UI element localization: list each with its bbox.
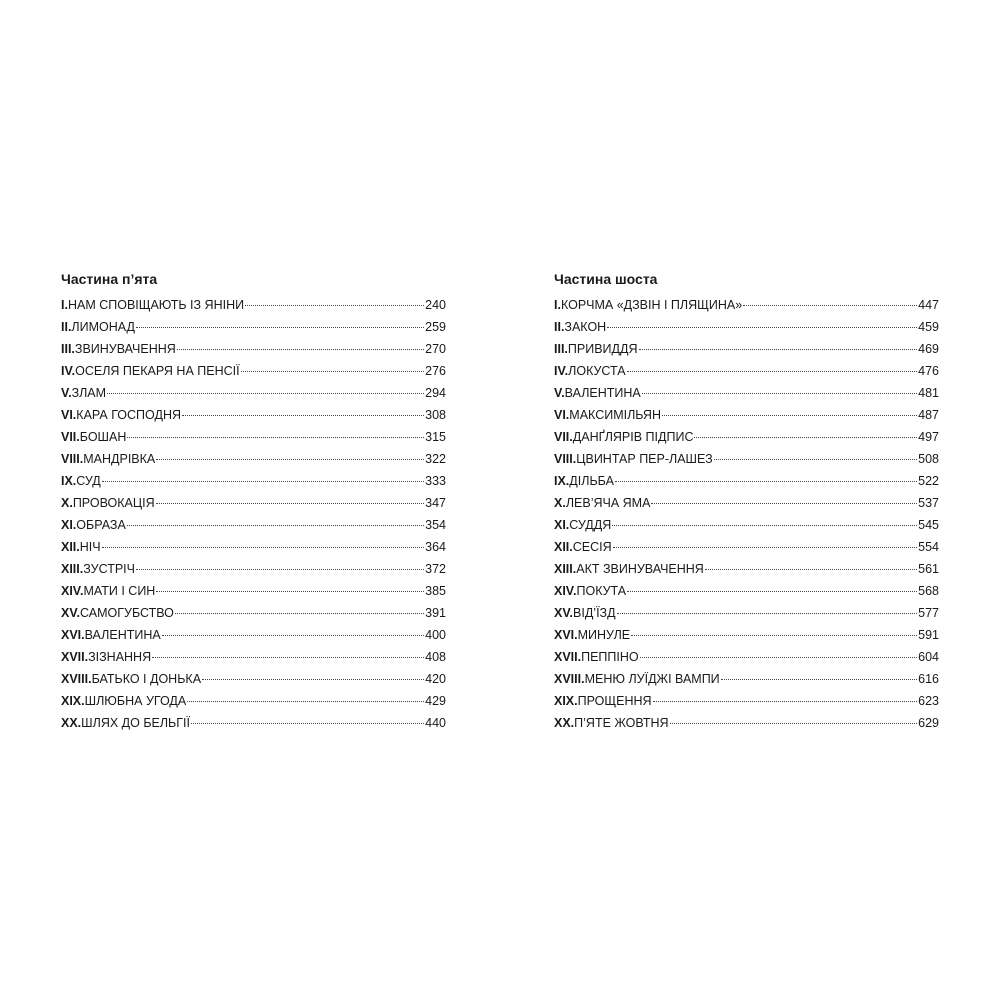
- chapter-number: XIII.: [554, 562, 577, 576]
- chapter-title: ЛИМОНАД: [71, 320, 135, 334]
- page-number: 469: [918, 342, 939, 356]
- dot-leader: [627, 371, 918, 372]
- chapter-number: XX.: [61, 716, 82, 730]
- toc-entry[interactable]: [554, 580, 939, 602]
- chapter-title: АКТ ЗВИНУВАЧЕННЯ: [576, 562, 704, 576]
- chapter-title: БАТЬКО І ДОНЬКА: [91, 672, 202, 686]
- page-number: 568: [918, 584, 939, 598]
- chapter-title: ШЛЮБНА УГОДА: [84, 694, 187, 708]
- chapter-title: НАМ СПОВІЩАЮТЬ ІЗ ЯНІНИ: [67, 298, 245, 312]
- dot-leader: [102, 547, 425, 548]
- toc-entry[interactable]: [554, 690, 939, 712]
- page-number: 522: [918, 474, 939, 488]
- chapter-number: XII.: [554, 540, 573, 554]
- page-number: 623: [918, 694, 939, 708]
- dot-leader: [721, 679, 917, 680]
- chapter-title: СЕСІЯ: [572, 540, 612, 554]
- page-number: 347: [425, 496, 446, 510]
- dot-leader: [607, 327, 917, 328]
- page-number: 385: [425, 584, 446, 598]
- chapter-title: ВІД’ЇЗД: [573, 606, 616, 620]
- page-number: 508: [918, 452, 939, 466]
- dot-leader: [642, 393, 917, 394]
- chapter-number: I.: [554, 298, 561, 312]
- page-number: 322: [425, 452, 446, 466]
- page-number: 259: [425, 320, 446, 334]
- chapter-title: П’ЯТЕ ЖОВТНЯ: [574, 716, 669, 730]
- toc-entry[interactable]: [61, 558, 446, 580]
- chapter-number: X.: [61, 496, 73, 510]
- dot-leader: [631, 635, 917, 636]
- toc-entry[interactable]: [554, 294, 939, 316]
- chapter-title: ПЕППІНО: [581, 650, 639, 664]
- chapter-title: ПОКУТА: [576, 584, 627, 598]
- chapter-number: XIV.: [554, 584, 577, 598]
- chapter-number: XVIII.: [61, 672, 92, 686]
- chapter-title: ЛЕВ’ЯЧА ЯМА: [565, 496, 651, 510]
- page-number: 270: [425, 342, 446, 356]
- chapter-title: ЗУСТРІЧ: [83, 562, 135, 576]
- chapter-number: IX.: [61, 474, 77, 488]
- dot-leader: [182, 415, 424, 416]
- page-number: 459: [918, 320, 939, 334]
- dot-leader: [615, 481, 917, 482]
- chapter-title: СУДДЯ: [569, 518, 612, 532]
- chapter-title: МАТИ І СИН: [83, 584, 156, 598]
- page-number: 497: [918, 430, 939, 444]
- page-number: 487: [918, 408, 939, 422]
- dot-leader: [175, 613, 424, 614]
- chapter-title: ШЛЯХ ДО БЕЛЬГІЇ: [81, 716, 190, 730]
- page-number: 554: [918, 540, 939, 554]
- chapter-title: ПРОЩЕННЯ: [577, 694, 652, 708]
- chapter-number: VIII.: [554, 452, 577, 466]
- toc-entry[interactable]: [554, 602, 939, 624]
- dot-leader: [245, 305, 424, 306]
- toc-entry[interactable]: [61, 580, 446, 602]
- chapter-number: VII.: [61, 430, 80, 444]
- chapter-title: ЗАКОН: [564, 320, 607, 334]
- dot-leader: [102, 481, 424, 482]
- part-title: Частина п’ята: [61, 271, 158, 287]
- dot-leader: [627, 591, 917, 592]
- page-number: 372: [425, 562, 446, 576]
- chapter-number: XIX.: [554, 694, 578, 708]
- chapter-title: БОШАН: [79, 430, 127, 444]
- toc-entry[interactable]: [554, 316, 939, 338]
- chapter-number: XV.: [61, 606, 81, 620]
- chapter-number: VII.: [554, 430, 573, 444]
- chapter-title: ДАНҐЛЯРІВ ПІДПИС: [572, 430, 694, 444]
- toc-entry[interactable]: [61, 536, 446, 558]
- toc-entry[interactable]: [61, 470, 446, 492]
- page-number: 333: [425, 474, 446, 488]
- page-number: 308: [425, 408, 446, 422]
- chapter-number: II.: [554, 320, 565, 334]
- chapter-number: I.: [61, 298, 68, 312]
- page-number: 354: [425, 518, 446, 532]
- dot-leader: [714, 459, 918, 460]
- dot-leader: [177, 349, 424, 350]
- toc-entry[interactable]: [61, 602, 446, 624]
- dot-leader: [187, 701, 424, 702]
- chapter-title: КОРЧМА «ДЗВІН І ПЛЯЩИНА»: [560, 298, 743, 312]
- dot-leader: [640, 657, 918, 658]
- toc-entry[interactable]: [61, 294, 446, 316]
- toc-list: [554, 294, 939, 734]
- chapter-title: ЗВИНУВАЧЕННЯ: [74, 342, 176, 356]
- toc-entry[interactable]: [554, 558, 939, 580]
- dot-leader: [670, 723, 918, 724]
- chapter-number: XI.: [61, 518, 77, 532]
- toc-entry[interactable]: [554, 426, 939, 448]
- toc-entry[interactable]: [61, 448, 446, 470]
- toc-entry[interactable]: [554, 448, 939, 470]
- toc-list: [61, 294, 446, 734]
- dot-leader: [241, 371, 425, 372]
- toc-entry[interactable]: [61, 514, 446, 536]
- toc-entry[interactable]: [554, 514, 939, 536]
- chapter-number: XV.: [554, 606, 574, 620]
- chapter-title: НІЧ: [79, 540, 101, 554]
- page-number: 447: [918, 298, 939, 312]
- dot-leader: [136, 569, 424, 570]
- chapter-title: МИНУЛЕ: [577, 628, 631, 642]
- page-number: 420: [425, 672, 446, 686]
- toc-entry[interactable]: [61, 426, 446, 448]
- toc-entry[interactable]: [554, 712, 939, 734]
- page-number: 591: [918, 628, 939, 642]
- dot-leader: [662, 415, 917, 416]
- toc-entry[interactable]: [554, 492, 939, 514]
- dot-leader: [651, 503, 917, 504]
- chapter-number: XIX.: [61, 694, 85, 708]
- dot-leader: [617, 613, 918, 614]
- page-number: 481: [918, 386, 939, 400]
- chapter-number: III.: [554, 342, 568, 356]
- page-number: 429: [425, 694, 446, 708]
- page-number: 276: [425, 364, 446, 378]
- chapter-number: X.: [554, 496, 566, 510]
- chapter-number: XI.: [554, 518, 570, 532]
- toc-entry[interactable]: [554, 668, 939, 690]
- chapter-number: XVII.: [554, 650, 582, 664]
- dot-leader: [136, 327, 424, 328]
- toc-entry[interactable]: [61, 316, 446, 338]
- page-number: 315: [425, 430, 446, 444]
- toc-entry[interactable]: [61, 668, 446, 690]
- toc-entry[interactable]: [554, 624, 939, 646]
- chapter-title: ОСЕЛЯ ПЕКАРЯ НА ПЕНСІЇ: [75, 364, 240, 378]
- toc-column-part-five: [61, 268, 446, 734]
- dot-leader: [705, 569, 917, 570]
- chapter-title: МЕНЮ ЛУЇДЖІ ВАМПИ: [584, 672, 720, 686]
- toc-entry[interactable]: [61, 382, 446, 404]
- chapter-title: ПРОВОКАЦІЯ: [72, 496, 155, 510]
- chapter-title: ЛОКУСТА: [568, 364, 626, 378]
- chapter-number: XX.: [554, 716, 575, 730]
- chapter-number: XVI.: [554, 628, 578, 642]
- dot-leader: [156, 591, 424, 592]
- toc-entry[interactable]: [554, 536, 939, 558]
- chapter-number: XVII.: [61, 650, 89, 664]
- dot-leader: [162, 635, 424, 636]
- dot-leader: [653, 701, 918, 702]
- toc-entry[interactable]: [554, 382, 939, 404]
- toc-column-part-six: [554, 268, 939, 734]
- page-number: 476: [918, 364, 939, 378]
- chapter-number: VI.: [554, 408, 570, 422]
- chapter-number: IV.: [61, 364, 76, 378]
- chapter-title: МАКСИМІЛЬЯН: [569, 408, 661, 422]
- chapter-title: ЗЛАМ: [71, 386, 107, 400]
- dot-leader: [152, 657, 424, 658]
- chapter-number: VIII.: [61, 452, 84, 466]
- chapter-number: II.: [61, 320, 72, 334]
- dot-leader: [202, 679, 424, 680]
- chapter-number: XIII.: [61, 562, 84, 576]
- page-number: 577: [918, 606, 939, 620]
- chapter-title: ВАЛЕНТИНА: [564, 386, 641, 400]
- toc-entry[interactable]: [61, 360, 446, 382]
- chapter-number: V.: [554, 386, 565, 400]
- toc-entry[interactable]: [61, 646, 446, 668]
- chapter-number: XIV.: [61, 584, 84, 598]
- page-number: 545: [918, 518, 939, 532]
- toc-entry[interactable]: [61, 404, 446, 426]
- chapter-number: XVI.: [61, 628, 85, 642]
- toc-entry[interactable]: [61, 624, 446, 646]
- page-number: 629: [918, 716, 939, 730]
- chapter-number: IV.: [554, 364, 569, 378]
- dot-leader: [743, 305, 917, 306]
- chapter-title: ЗІЗНАННЯ: [88, 650, 152, 664]
- chapter-number: VI.: [61, 408, 77, 422]
- dot-leader: [191, 723, 424, 724]
- dot-leader: [127, 525, 424, 526]
- chapter-title: КАРА ГОСПОДНЯ: [76, 408, 181, 422]
- toc-entry[interactable]: [61, 712, 446, 734]
- dot-leader: [613, 547, 917, 548]
- page-number: 240: [425, 298, 446, 312]
- toc-entry[interactable]: [554, 646, 939, 668]
- page-number: 440: [425, 716, 446, 730]
- chapter-title: ОБРАЗА: [76, 518, 126, 532]
- toc-entry[interactable]: [554, 470, 939, 492]
- chapter-title: ВАЛЕНТИНА: [84, 628, 161, 642]
- page-number: 391: [425, 606, 446, 620]
- toc-entry[interactable]: [554, 404, 939, 426]
- chapter-number: XVIII.: [554, 672, 585, 686]
- page-number: 537: [918, 496, 939, 510]
- toc-entry[interactable]: [61, 338, 446, 360]
- chapter-number: XII.: [61, 540, 80, 554]
- toc-entry[interactable]: [61, 690, 446, 712]
- page-number: 400: [425, 628, 446, 642]
- dot-leader: [127, 437, 424, 438]
- toc-entry[interactable]: [61, 492, 446, 514]
- dot-leader: [156, 503, 425, 504]
- dot-leader: [156, 459, 424, 460]
- page-number: 616: [918, 672, 939, 686]
- toc-entry[interactable]: [554, 338, 939, 360]
- toc-entry[interactable]: [554, 360, 939, 382]
- part-title: Частина шоста: [554, 271, 658, 287]
- chapter-title: САМОГУБСТВО: [80, 606, 174, 620]
- page-number: 364: [425, 540, 446, 554]
- chapter-title: СУД: [76, 474, 101, 488]
- page-number: 604: [918, 650, 939, 664]
- page-number: 408: [425, 650, 446, 664]
- chapter-title: ПРИВИДДЯ: [567, 342, 638, 356]
- page-number: 294: [425, 386, 446, 400]
- dot-leader: [612, 525, 917, 526]
- dot-leader: [107, 393, 424, 394]
- dot-leader: [639, 349, 918, 350]
- dot-leader: [694, 437, 917, 438]
- chapter-title: МАНДРІВКА: [83, 452, 156, 466]
- chapter-title: ЦВИНТАР ПЕР-ЛАШЕЗ: [576, 452, 713, 466]
- chapter-number: V.: [61, 386, 72, 400]
- chapter-number: IX.: [554, 474, 570, 488]
- chapter-title: ДІЛЬБА: [569, 474, 614, 488]
- chapter-number: III.: [61, 342, 75, 356]
- page-number: 561: [918, 562, 939, 576]
